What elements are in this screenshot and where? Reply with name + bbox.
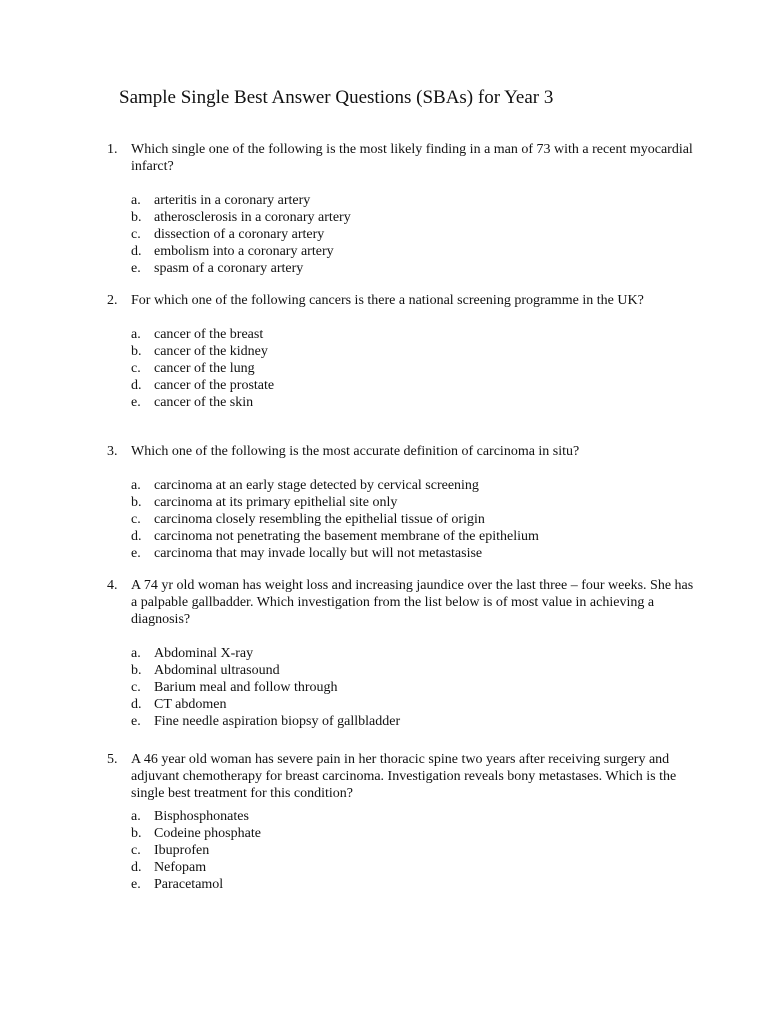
answer-option <box>131 209 697 226</box>
answer-option <box>131 842 697 859</box>
option-letter: b. <box>131 663 142 678</box>
answer-option <box>131 477 697 494</box>
answer-options <box>107 645 697 730</box>
question-5 <box>107 751 697 893</box>
option-text: Abdominal X-ray <box>154 646 254 661</box>
answer-option <box>131 326 697 343</box>
option-text: cancer of the lung <box>154 361 255 376</box>
option-letter: b. <box>131 344 142 359</box>
option-letter: d. <box>131 529 142 544</box>
option-letter: e. <box>131 546 141 561</box>
question-number: 2. <box>107 293 118 308</box>
option-text: cancer of the skin <box>154 395 254 410</box>
option-text: Barium meal and follow through <box>154 680 338 695</box>
option-text: carcinoma at its primary epithelial site only <box>154 495 398 510</box>
question-number: 3. <box>107 444 118 459</box>
answer-option <box>131 226 697 243</box>
option-text: carcinoma at an early stage detected by cervical screening <box>154 478 479 493</box>
answer-option <box>131 511 697 528</box>
question-stem <box>107 751 697 802</box>
option-letter: e. <box>131 714 141 729</box>
question-stem <box>107 292 697 309</box>
option-text: Abdominal ultrasound <box>154 663 280 678</box>
option-text: carcinoma that may invade locally but will not metastasise <box>154 546 483 561</box>
option-letter: e. <box>131 395 141 410</box>
question-text: A 46 year old woman has severe pain in her thoracic spine two years after receiving surgery and adjuvant chemotherapy for breast carcinoma. Investigation reveals bony metastases. Which is the single best treatment for this condition? <box>131 752 677 801</box>
option-letter: d. <box>131 244 142 259</box>
answer-option <box>131 645 697 662</box>
option-text: carcinoma closely resembling the epithelial tissue of origin <box>154 512 485 527</box>
question-text: A 74 yr old woman has weight loss and increasing jaundice over the last three – four weeks. She has a palpable gallbadder. Which investigation from the list below is of most value in achieving a diagnosis? <box>131 578 694 627</box>
question-number: 4. <box>107 578 118 593</box>
option-letter: b. <box>131 495 142 510</box>
option-text: Ibuprofen <box>154 843 210 858</box>
answer-option <box>131 360 697 377</box>
option-text: atherosclerosis in a coronary artery <box>154 210 351 225</box>
question-stem <box>107 577 697 628</box>
answer-option <box>131 825 697 842</box>
question-number: 5. <box>107 752 118 767</box>
question-stem <box>107 443 697 460</box>
answer-option <box>131 494 697 511</box>
question-text: Which one of the following is the most accurate definition of carcinoma in situ? <box>131 444 580 459</box>
answer-options <box>107 192 697 277</box>
answer-option <box>131 260 697 277</box>
answer-options <box>107 808 697 893</box>
option-text: carcinoma not penetrating the basement membrane of the epithelium <box>154 529 539 544</box>
option-text: Bisphosphonates <box>154 809 249 824</box>
option-text: Nefopam <box>154 860 207 875</box>
option-text: spasm of a coronary artery <box>154 261 304 276</box>
question-3 <box>107 443 697 562</box>
answer-option <box>131 545 697 562</box>
option-letter: d. <box>131 378 142 393</box>
question-2 <box>107 292 697 411</box>
option-letter: b. <box>131 826 142 841</box>
option-text: CT abdomen <box>154 697 227 712</box>
option-letter: c. <box>131 843 141 858</box>
answer-option <box>131 528 697 545</box>
option-letter: d. <box>131 860 142 875</box>
answer-option <box>131 192 697 209</box>
option-text: cancer of the breast <box>154 327 264 342</box>
option-letter: a. <box>131 193 141 208</box>
option-letter: d. <box>131 697 142 712</box>
question-text: For which one of the following cancers is there a national screening programme in the UK? <box>131 293 644 308</box>
page-title: Sample Single Best Answer Questions (SBAs) for Year 3 <box>119 87 554 108</box>
question-1 <box>107 141 697 277</box>
answer-option <box>131 808 697 825</box>
question-stem <box>107 141 697 175</box>
option-letter: b. <box>131 210 142 225</box>
option-letter: c. <box>131 227 141 242</box>
option-text: Codeine phosphate <box>154 826 261 841</box>
option-letter: a. <box>131 478 141 493</box>
answer-options <box>107 326 697 411</box>
option-letter: c. <box>131 361 141 376</box>
question-number: 1. <box>107 142 118 157</box>
option-text: Fine needle aspiration biopsy of gallbladder <box>154 714 401 729</box>
option-letter: e. <box>131 877 141 892</box>
answer-option <box>131 394 697 411</box>
answer-option <box>131 679 697 696</box>
answer-option <box>131 859 697 876</box>
option-letter: a. <box>131 327 141 342</box>
answer-option <box>131 377 697 394</box>
option-text: arteritis in a coronary artery <box>154 193 311 208</box>
answer-options <box>107 477 697 562</box>
option-text: embolism into a coronary artery <box>154 244 334 259</box>
option-letter: c. <box>131 680 141 695</box>
option-letter: c. <box>131 512 141 527</box>
answer-option <box>131 713 697 730</box>
option-text: dissection of a coronary artery <box>154 227 325 242</box>
answer-option <box>131 662 697 679</box>
question-4 <box>107 577 697 730</box>
option-letter: e. <box>131 261 141 276</box>
option-letter: a. <box>131 646 141 661</box>
option-text: cancer of the kidney <box>154 344 268 359</box>
option-letter: a. <box>131 809 141 824</box>
answer-option <box>131 243 697 260</box>
option-text: cancer of the prostate <box>154 378 275 393</box>
answer-option <box>131 876 697 893</box>
answer-option <box>131 343 697 360</box>
question-text: Which single one of the following is the most likely finding in a man of 73 with a recent myocardial infarct? <box>131 142 693 174</box>
option-text: Paracetamol <box>154 877 224 892</box>
answer-option <box>131 696 697 713</box>
